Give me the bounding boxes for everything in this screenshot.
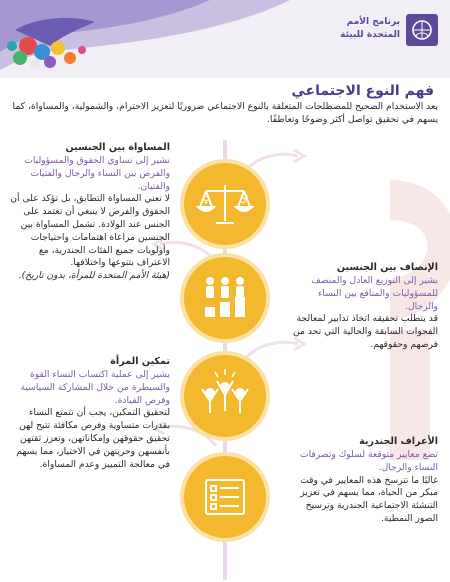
people-bars-circle	[184, 257, 266, 339]
equity-definition: يشير إلى التوزيع العادل والمنصف للمسؤوليات والمنافع بين النساء والرجال.	[311, 275, 438, 312]
scales-circle	[184, 163, 266, 245]
concept-equality-block	[8, 142, 170, 283]
norms-definition: تضع معايير متوقعة لسلوك وتصرفات النساء والرجال.	[299, 449, 438, 473]
unep-logo-line2: المتحدة للبيئة	[340, 30, 400, 40]
equality-title: المساواة بين الجنسين	[65, 142, 170, 153]
norms-title: الأعراف الجندرية	[359, 436, 438, 447]
women-raising-hands-icon	[184, 355, 266, 437]
unep-logo-block	[318, 14, 438, 50]
unep-logo-line1: برنامج الأمم	[346, 17, 400, 27]
checklist-circle	[184, 456, 266, 538]
people-bars-icon	[184, 257, 266, 339]
norms-body: غالبًا ما تترسخ هذه المعايير في وقت مبكر من الحياة، مما يسهم في تعزيز التنشئة الاجتماعية الجندرية وترسيخ الصور النمطية.	[300, 474, 438, 524]
svg-text:♂: ♂	[239, 195, 249, 206]
checklist-icon	[184, 456, 266, 538]
empowerment-title: تمكين المرأة	[110, 356, 170, 367]
empowerment-body: لتحقيق التمكين، يجب أن تتمتع النساء بقدرات متساوية وفرص مكافئة تتيح لهن تحقيق حقوقهن وإمكاناتهن، وتعزز ثقتهن بأنفسهن وحريتهن في الاختيار، مما يسهم في معالجة التمييز وعدم المساواة.	[16, 407, 170, 470]
scales-icon	[184, 163, 266, 245]
concept-equity-block	[288, 262, 438, 352]
empowerment-definition: يشير إلى عملية اكتساب النساء القوة والسيطرة من خلال المشاركة السياسية وفرص القيادة.	[20, 369, 170, 406]
equality-definition: تشير إلى تساوي الحقوق والمسؤوليات والفرص بين النساء والرجال والفتيات والفتيان.	[24, 155, 170, 192]
concept-norms-block	[288, 436, 438, 526]
equity-body: قد يتطلب تحقيقه اتخاذ تدابير لمعالجة الفجوات السابقة والحالية التي تحد من فرصهم وحقوقهم.	[293, 313, 438, 350]
svg-text:♀: ♀	[202, 195, 210, 206]
equality-body: لا تعني المساواة التطابق، بل تؤكد على أن الحقوق والفرص لا ينبغي أن تعتمد على الجنس عند الولادة. تشمل المساواة بين الجنسين مراعاة اهتمامات واحتياجات وأولويات جميع الفئات الجندرية، مع الاعتراف بتنوعها واختلافها.	[10, 193, 170, 269]
concept-empowerment-block	[8, 356, 170, 471]
unep-logo-text	[320, 16, 400, 42]
empowerment-circle	[184, 355, 266, 437]
page-title: فهم النوع الاجتماعي	[291, 83, 434, 99]
intro-paragraph: يعد الاستخدام الصحيح للمصطلحات المتعلقة بالنوع الاجتماعي ضروريًا لتعزيز الاحترام، والشمولية، والمساواة، كما يسهم في تحقيق تواصل أكثر وضوحًا وتعاطفًا.	[12, 101, 438, 125]
unep-emblem-icon	[406, 14, 438, 46]
equity-title: الإنصاف بين الجنسين	[336, 262, 438, 273]
equality-citation: (هيئة الأمم المتحدة للمرأة، بدون تاريخ).	[18, 270, 170, 282]
header-banner	[0, 0, 450, 78]
